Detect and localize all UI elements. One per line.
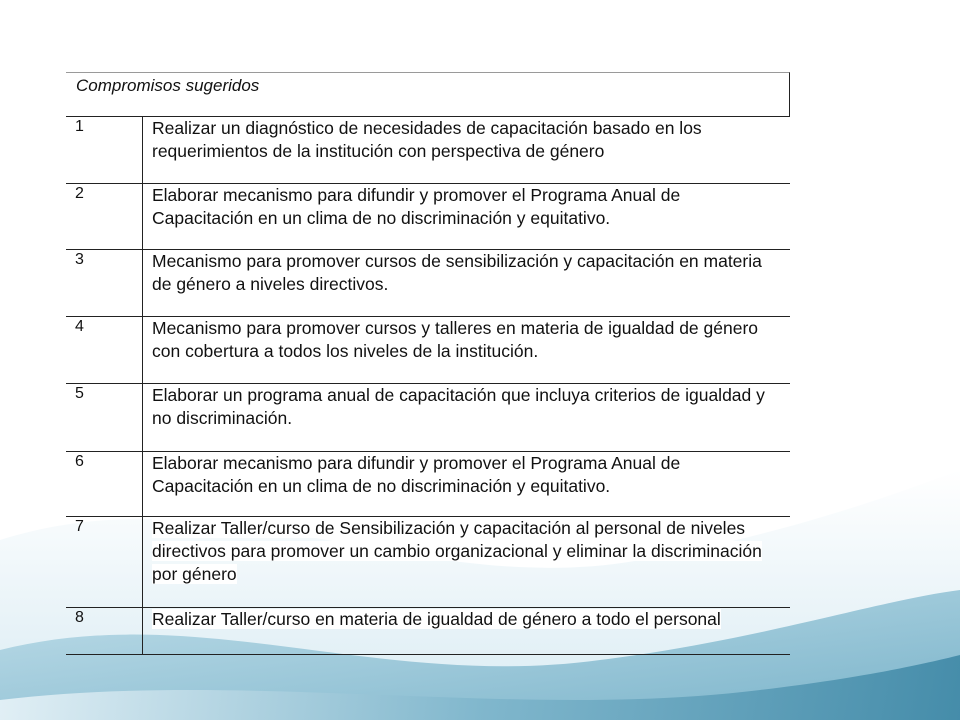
row-text: [142, 317, 790, 363]
row-text-content: Realizar Taller/curso en materia de igualdad de género a todo el personal: [152, 609, 721, 629]
row-number: 5: [75, 385, 84, 402]
row-text-content: Elaborar un programa anual de capacitación que incluya criterios de igualdad y no discriminación.: [152, 385, 765, 428]
row-text-content: Realizar un diagnóstico de necesidades de capacitación basado en los requerimientos de la institución con perspectiva de género: [152, 118, 702, 161]
row-text: [142, 384, 790, 430]
row-text: [142, 608, 790, 631]
row-text: [142, 452, 790, 498]
row-number: 4: [75, 318, 84, 335]
row-text: [142, 250, 790, 296]
table-row: [66, 316, 790, 383]
table-header-title: Compromisos sugeridos: [76, 76, 260, 95]
table-header: [66, 72, 790, 117]
row-number: 7: [75, 518, 84, 535]
row-text-content: Elaborar mecanismo para difundir y promover el Programa Anual de Capacitación en un clima de no discriminación y equitativo.: [152, 185, 681, 228]
table-row: [66, 183, 790, 249]
commitments-table: [66, 72, 790, 655]
row-text-content: Realizar Taller/curso de Sensibilización y capacitación al personal de niveles directivos para promover un cambio organizacional y eliminar la discriminación por género: [152, 518, 762, 584]
row-number: 2: [75, 185, 84, 202]
table-row: [66, 383, 790, 451]
row-number: 8: [75, 609, 84, 626]
row-text: [142, 184, 790, 230]
row-number: 6: [75, 453, 84, 470]
table-row: [66, 607, 790, 654]
table-row: [66, 516, 790, 607]
row-number: 1: [75, 118, 84, 135]
row-number: 3: [75, 251, 84, 268]
table-row: [66, 451, 790, 516]
table-row: [66, 249, 790, 316]
table-body: [66, 117, 790, 655]
table-row: [66, 117, 790, 183]
row-text: [142, 517, 790, 586]
row-text-content: Mecanismo para promover cursos y talleres en materia de igualdad de género con cobertura a todos los niveles de la institución.: [152, 318, 759, 361]
row-text-content: Mecanismo para promover cursos de sensibilización y capacitación en materia de género a niveles directivos.: [152, 251, 762, 294]
row-text: [142, 117, 790, 163]
row-text-content: Elaborar mecanismo para difundir y promover el Programa Anual de Capacitación en un clima de no discriminación y equitativo.: [152, 453, 681, 496]
